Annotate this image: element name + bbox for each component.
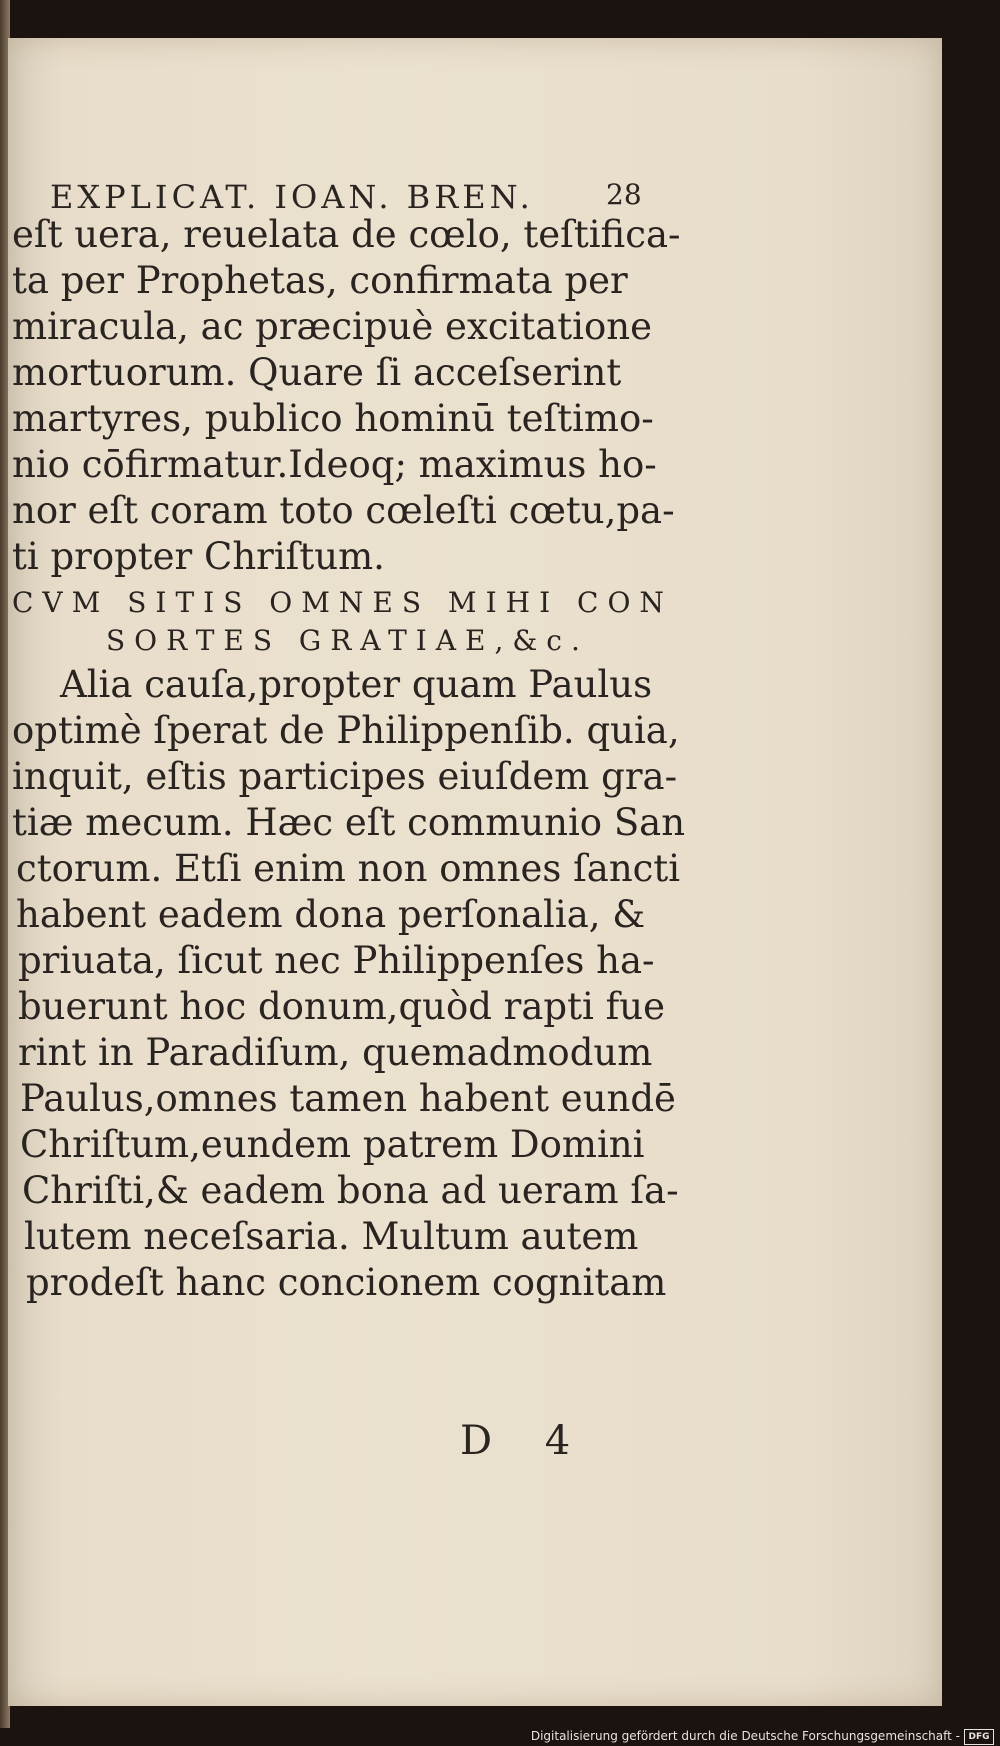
- text-line: Chriſtum,eundem patrem Domini: [20, 1123, 645, 1166]
- text-line: ctorum. Etſi enim non omnes ſancti: [16, 847, 681, 890]
- text-line: optimè ſperat de Philippenſib. quia,: [12, 709, 680, 752]
- folio-number: 28: [606, 178, 642, 211]
- signature-mark: D 4: [460, 1418, 591, 1464]
- text-line: tiæ mecum. Hæc eſt communio San: [12, 801, 686, 844]
- section-heading-line: SORTES GRATIAE,&c.: [106, 624, 589, 657]
- text-line: eſt uera, reuelata de cœlo, teſtifica-: [12, 213, 681, 256]
- text-line: lutem neceſsaria. Multum autem: [24, 1215, 639, 1258]
- digitization-credit: Digitalisierung gefördert durch die Deutsche Forschungsgemeinschaft -: [530, 1729, 960, 1743]
- text-line: buerunt hoc donum,quòd rapti fue: [18, 985, 665, 1028]
- text-line: miracula, ac præcipuè excitatione: [12, 305, 653, 348]
- dfg-logo-icon: DFG: [964, 1729, 994, 1745]
- text-line: Alia cauſa,propter quam Paulus: [60, 663, 653, 706]
- text-line: Paulus,omnes tamen habent eundē: [20, 1077, 676, 1120]
- text-line: inquit, eſtis participes eiuſdem gra-: [12, 755, 678, 798]
- text-line: nor eſt coram toto cœleſti cœtu,pa-: [12, 489, 675, 532]
- text-line: ti propter Chriſtum.: [12, 535, 385, 578]
- text-line: Chriſti,& eadem bona ad ueram ſa-: [22, 1169, 679, 1212]
- text-line: martyres, publico hominū teſtimo-: [12, 397, 654, 440]
- text-line: ta per Prophetas, confirmata per: [12, 259, 628, 302]
- text-line: rint in Paradiſum, quemadmodum: [18, 1031, 653, 1074]
- text-line: mortuorum. Quare ſi acceſserint: [12, 351, 622, 394]
- text-line: habent eadem dona perſonalia, &: [16, 893, 646, 936]
- running-head-title: EXPLICAT. IOAN. BREN.: [50, 178, 534, 216]
- text-line: priuata, ſicut nec Philippenſes ha-: [18, 939, 655, 982]
- section-heading-line: CVM SITIS OMNES MIHI CON: [12, 586, 673, 619]
- text-line: nio cōfirmatur.Ideoq; maximus ho-: [12, 443, 657, 486]
- text-line: prodeſt hanc concionem cognitam: [26, 1261, 667, 1304]
